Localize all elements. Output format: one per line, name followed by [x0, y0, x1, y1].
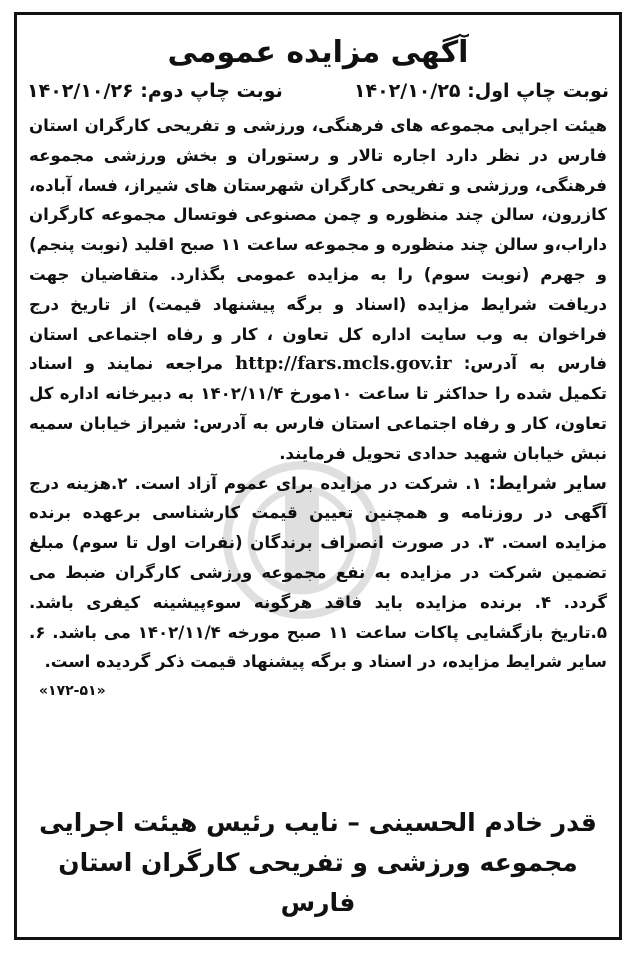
website-url[interactable]: http://fars.mcls.gov.ir [235, 353, 452, 375]
conditions-label: سایر شرایط: [488, 472, 608, 494]
signature-block [17, 803, 619, 923]
signature-line-2: مجموعه ورزشی و تفریحی کارگران استان فارس [58, 848, 578, 917]
main-paragraph [29, 111, 607, 469]
first-print-date: نوبت چاپ اول: ۱۴۰۲/۱۰/۲۵ [353, 80, 609, 102]
paragraph-before-url: هیئت اجرایی مجموعه های فرهنگی، ورزشی و تفریحی کارگران استان فارس در نظر دارد اجاره تالار و رستوران و بخش ورزشی مجموعه فرهنگی، ورزشی و تفریحی کارگران شهرستان های شیراز، فسا، آباده، کازرون، سالن چند منظوره و چمن مصنوعی فوتسال مجموعه کارگران داراب،و سالن چند منظوره و مجموعه ساعت ۱۱ صبح اقلید (نوبت پنجم) و جهرم (نوبت سوم) را به مزایده عمومی بگذارد. متقاضیان جهت دریافت شرایط مزایده (اسناد و برگه پیشنهاد قیمت) از تاریخ درج فراخوان به وب سایت اداره کل تعاون ، کار و رفاه اجتماعی استان فارس به آدرس: [29, 116, 608, 374]
auction-notice [14, 12, 622, 940]
conditions-text: ۱. شرکت در مزایده برای عموم آزاد است. ۲.هزینه درج آگهی در روزنامه و همچنین تعیین قیمت کارشناسی برعهده برنده مزایده است. ۳. در صورت انصراف برندگان (نفرات اول تا سوم) مبلغ تضمین شرکت در مزایده به نفع مجموعه ورزشی کارگران ضبط می گردد. ۴. برنده مزایده باید فاقد هرگونه سوءپیشینه کیفری باشد. ۵.تاریخ بازگشایی پاکات ساعت ۱۱ صبح مورخه ۱۴۰۲/۱۱/۴ می باشد. ۶. سایر شرایط مزایده، در اسناد و برگه پیشنهاد قیمت ذکر گردیده است. [29, 473, 607, 672]
signature-line-1: قدر خادم الحسینی – نایب رئیس هیئت اجرایی [39, 808, 597, 837]
reference-number: «۱۷۲-۵۱» [39, 683, 106, 700]
notice-title: آگهی مزایده عمومی [167, 35, 469, 70]
paragraph-after-url: مراجعه نمایند و اسناد تکمیل شده را حداکثر تا ساعت ۱۰مورخ ۱۴۰۲/۱۱/۴ به دبیرخانه اداره کل تعاون، کار و رفاه اجتماعی استان فارس به آدرس: شیراز خیابان سمیه نبش خیابان شهید حدادی تحویل فرمایند. [29, 354, 607, 463]
print-dates [17, 77, 619, 107]
second-print-date: نوبت چاپ دوم: ۱۴۰۲/۱۰/۲۶ [27, 80, 283, 102]
notice-body [17, 107, 619, 700]
conditions-paragraph [29, 469, 608, 700]
